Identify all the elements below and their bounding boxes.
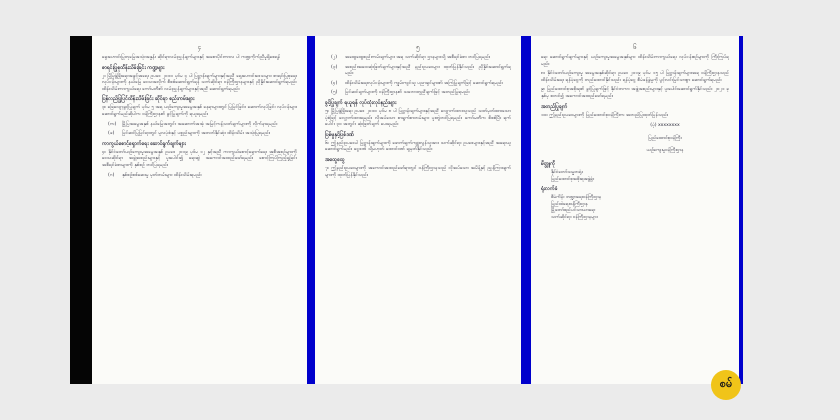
section-heading: ရုံးလက်ခံ [541, 186, 558, 193]
clause-label: (၃) [331, 64, 338, 70]
section-heading: ပြန်လည်ပြုပြင်ထိန်းသိမ်းခြင်း ဆိုင်ရာ စည်းကမ်းများ [102, 96, 195, 103]
section-heading: ပြစ်မှုနှင့်ပြစ်ဒဏ် [325, 131, 354, 138]
page-content [325, 55, 511, 179]
paragraph: ၇။ ဤနည်းဥပဒေများကို အကောင်အထည်ဖော်ရာတွင် ဝန်ကြီးဌာနသည် လိုအပ်သော အမိန့်နှင့် ညွှန်ကြားချက်များကို ထုတ်ပြန်နိုင်သည်။ [325, 165, 511, 178]
clause-text: အစည်းအဝေးဆုံးဖြတ်ချက်များနှင့်အညီ နည်းဥပဒေများ ထုတ်ပြန်နိုင်သည်။ ညှိနှိုင်းဆောင်ရွက်ရမည်။ [345, 64, 511, 77]
clause-label: (၂) [331, 55, 338, 60]
recipient-line: စီမံကိန်း ဘဏ္ဍာရေးဝန်ကြီးဌာန [551, 195, 602, 201]
page-content [102, 55, 297, 179]
clause-label: (က) [108, 121, 117, 127]
clause-label: (ဂ) [108, 172, 115, 178]
clause-text: နှစ်စဉ်စစ်ဆေးမှု မှတ်တမ်းများ ထိန်းသိမ်းရမည်။ [122, 172, 203, 178]
page-content [541, 55, 729, 222]
paragraph: ၄။ နိုင်ငံတော်ယဉ်ကျေးမှုအမွေအနှစ် ဥပဒေ ၂၀၁၉ ပုဒ်မ ၁၂ နှင့်အညီ ကာကွယ်စောင့်ရှောက်ရေး အစီအစဉ်များကို ဒေသဆိုင်ရာ အဖွဲ့အစည်းများနှင့် ပူးပေါင်း၍ ရေးဆွဲ အကောင်အထည်ဖော်ရမည်။ စောင့်ကြပ်ကြည့်ရှုခြင်း အစီရင်ခံစာများကို နှစ်စဉ် တင်ပြရမည်။ [102, 149, 297, 168]
section-heading: အတည်ပြုချက် [541, 103, 568, 110]
page-number: ၆ [633, 44, 637, 51]
clause-item [325, 65, 511, 78]
clause-item [102, 122, 297, 129]
paragraph: ၉။ ပြည်ထောင်စုအစိုးရ၏ ခွင့်ပြုချက်ဖြင့် နိုင်ငံတကာ အဖွဲ့အစည်းများနှင့် ပူးပေါင်းဆောင်ရွက်နိုင်သည်။ ၂၀၂၁ ခုနှစ်မှ စတင်၍ အကောင်အထည်ဖော်ရမည်။ [541, 87, 729, 99]
channel-logo-badge: စမ် [711, 370, 741, 400]
clause-item [325, 90, 511, 97]
paragraph: ၂။ မြိုပြဖွံ့ဖြိုးရေးအခွင့်အရေး ဥပဒေ ၂၀၁၀ ပုဒ်မ ၄ ပါ ပြဋ္ဌာန်းချက်များနှင့်အညီ ရှေးဟောင်းဒေသများ စာရင်းပြုစုရေး လုပ်ငန်းများကို နယ်မြေ ဒေသအလိုက် စီစစ်ဆောင်ရွက်ရန် သက်ဆိုင်ရာ ဝန်ကြီးဌာနများနှင့် ညှိနှိုင်းဆောင်ရွက်ရမည်။ ထိန်းသိမ်းကာကွယ်ရေး ကော်မတီ၏ လမ်းညွှန်ချက်များနှင့်အညီ ဆောင်ရွက်ရမည်။ [102, 73, 297, 92]
recipient-line: သက်ဆိုင်ရာ ဝန်ကြီးဌာနများ [551, 214, 598, 220]
recipient-line: ပြည်ထောင်စုအစိုးရအဖွဲ့ရုံး [551, 176, 595, 182]
clause-text: မြို့ပြအမွေအနှစ် နယ်မြေအတွင်း အဆောက်အအုံ အမြင့်ကန့်သတ်ချက်များကို လိုက်နာရမည်။ [122, 121, 278, 127]
signature-line: ပြည်ထောင်စုဝန်ကြီး [648, 135, 682, 141]
paragraph: ၈။ နိုင်ငံတော်ယဉ်ကျေးမှု အမွေအနှစ်ဆိုင်ရာ ဥပဒေ ၂၀၁၉ ပုဒ်မ ၁၅ ပါ ပြဋ္ဌာန်းချက်များအရ ဝန်ကြီးဌာနသည် ထိန်းသိမ်းရေး ရန်ပုံငွေကို တည်ထောင်နိုင်သည်။ ရန်ပုံငွေ စီမံခန့်ခွဲမှုကို ပွင့်လင်းမြင်သာစွာ ဆောင်ရွက်ရမည်။ [541, 71, 729, 83]
signature-line: (ပုံ) xxxxxxxx [650, 123, 680, 129]
paragraph: ၁၀။ ဤနည်းဥပဒေများကို ပြည်ထောင်စုဝန်ကြီးက အတည်ပြုထုတ်ပြန်သည်။ [541, 112, 669, 118]
document-page-4 [92, 36, 307, 384]
page-number: ၄ [197, 44, 202, 51]
clause-label: (ခ) [108, 131, 115, 137]
document-page-6 [531, 36, 739, 384]
clause-text: အထွေထွေစည်းကမ်းချက်များ အရ သက်ဆိုင်ရာ ဌာနများသို့ အစီရင်ခံစာ တင်ပြရမည်။ [345, 55, 491, 60]
left-edge-bar [70, 36, 92, 384]
recipient-line: မြို့တော်စည်ပင်သာယာရေး [551, 208, 596, 214]
section-heading: အထွေထွေ [325, 156, 345, 163]
clause-item [102, 131, 297, 138]
paragraph: ရှေးဟောင်းပြုတုမြေအသုံးအနှုန်း ဆိုင်ရာလမ်းညွှန်ချက်များနှင့် အစောပိုင်းကာလ ပါ ကဏ္ဍကိုက်ညီမှုရှိစေရန် [102, 55, 281, 60]
page-number: ၅ [416, 44, 420, 51]
recipient-line: နိုင်ငံတော်သမ္မတရုံး [551, 169, 583, 175]
clause-item [325, 81, 511, 88]
paragraph: ၅။ မြို့ပြဖွံ့ဖြိုးရေး ဥပဒေ ၂၀၁၀ ပုဒ်မ ၈ ပါ ပြဋ္ဌာန်းချက်များနှင့်အညီ လျှောက်ထားသူသည် သတ်မှတ်ထားသော ပုံစံဖြင့် လျှောက်ထားရမည်။ လိုအပ်သော စာရွက်စာတမ်းများ ပူးတွဲတင်ပြရမည်။ ကော်မတီက စိစစ်ပြီး ရက်ပေါင်း ၃၀ အတွင်း ဆုံးဖြတ်ချက် ပေးရမည်။ [325, 108, 511, 128]
clause-item [325, 55, 511, 62]
clause-text: ပြင်ဆင်ချက်များကို ဝန်ကြီးဌာန၏ သဘောတူညီချက်ဖြင့် အတည်ပြုရမည်။ [345, 90, 470, 96]
section-heading: ကာကွယ်စောင့်ရှောက်ရေး ဆောင်ရွက်ချက်များ [102, 140, 186, 147]
section-heading: ခွင့်ပြုချက် ရယူရန် လုပ်ထုံးလုပ်နည်းများ [325, 99, 397, 106]
clause-item [102, 173, 297, 180]
recipient-line: ပြည်ထဲရေးဝန်ကြီးဌာန [551, 201, 588, 207]
clause-label: (၄) [331, 80, 338, 86]
document-viewer [70, 36, 743, 384]
paragraph: ရေး ဆောင်ရွက်ချက်များနှင့် ယဉ်ကျေးမှုအမွေအနှစ်များ ထိန်းသိမ်းကာကွယ်ရေး လုပ်ငန်းစဉ်များကို ကြီးကြပ်ရမည်။ [541, 55, 729, 67]
section-heading: မိတ္တူကို [541, 160, 556, 167]
clause-text: ပြင်ဆင်ပြုပြင်ရာတွင် မူလပုံစံနှင့် ပစ္စည်းများကို အတတ်နိုင်ဆုံး ထိန်းသိမ်း အသုံးပြုရမည်။ [122, 131, 271, 137]
clause-text: ထိန်းသိမ်းရေးလုပ်ငန်းများကို ကျွမ်းကျင်သူ ပညာရှင်များ၏ အကြံပြုချက်ဖြင့် ဆောင်ရွက်ရမည်။ [345, 80, 504, 86]
section-heading: စာရင်းပြုစုထိန်းသိမ်းခြင်း ကဏ္ဍများ [102, 64, 165, 71]
document-page-5 [315, 36, 521, 384]
paragraph: ၆။ ဤနည်းဥပဒေပါ ပြဋ္ဌာန်းချက်များကို ဖောက်ဖျက်ကျူးလွန်သူအား သက်ဆိုင်ရာ ဥပဒေများနှင့်အညီ အရေးယူဆောင်ရွက်မည်။ ငွေဒဏ် သို့မဟုတ် ထောင်ဒဏ် ချမှတ်နိုင်သည်။ [325, 140, 511, 153]
signature-line: ယဉ်ကျေးမှုဝန်ကြီးဌာန [646, 148, 684, 154]
paragraph: ၃။ ဖြေလျော့ခွင့်ပြုချက် ပုဒ်မ ၅ အရ ယဉ်ကျေးမှုအမွေအနှစ် နေရာများတွင် ပြုပြင်ခြင်း၊ ဆောက်လုပ်ခြင်း လုပ်ငန်းများ ဆောင်ရွက်မည်ဆိုပါက ဝန်ကြီးဌာန၏ ခွင့်ပြုချက်ကို ရယူရမည်။ [102, 105, 297, 117]
clause-label: (၅) [331, 90, 338, 96]
